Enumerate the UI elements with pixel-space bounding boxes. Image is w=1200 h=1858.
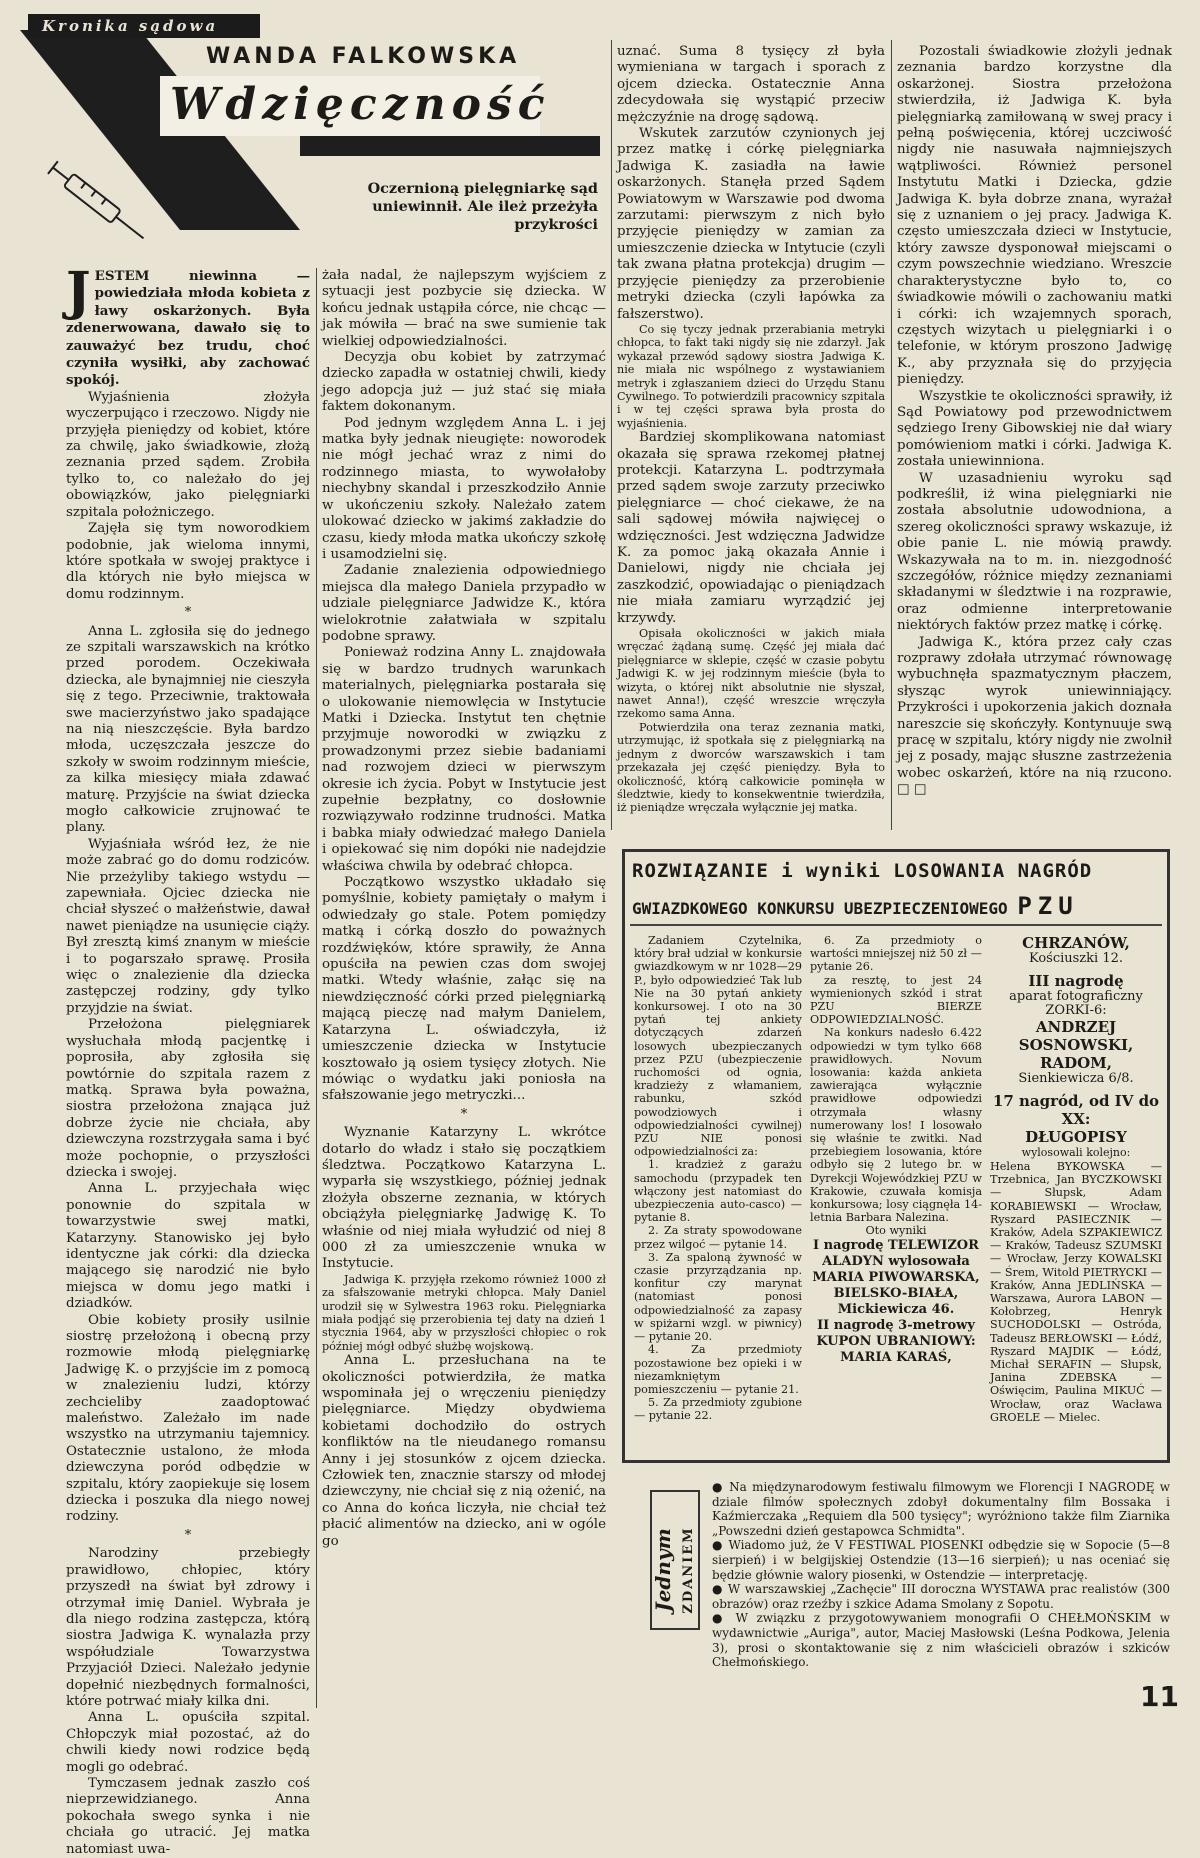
paragraph: Jadwiga K., która przez cały czas rozprawy zdołała utrzymać równowagę wybuchnęła spazmatycznym płaczem, słysząc wyrok uniewinniający. Przykrości i upokorzenia jakich doznała nareszcie się skończyły. Kontynuuje swą pracę w szpitalu, który nigdy nie zwolnił jej z posady, mając słuszne zastrzeżenia wobec oskarżeń, które na nią rzucono. □ □ (897, 634, 1172, 798)
syringe-icon (30, 148, 160, 262)
paragraph: Ponieważ rodzina Anny L. znajdowała się w bardzo trudnych warunkach materialnych, pielęgniarka postarała się o ulokowanie niemowlęcia w Instytucie Matki i Dziecka. Instytut ten chętnie przyjmuje noworodki w związku z prowadzonymi przez siebie badaniami nad rozwojem dzieci w pierwszym okresie ich życia. Pobyt w Instytucie jest zupełnie bezpłatny, co dosłownie rozwiązywało rodzinne trudności. Matka i babka miały odwiedzać małego Daniela i opiekować się nim dopóki nie nadejdzie właściwa chwila by odebrać chłopca. (322, 645, 606, 874)
paragraph: Obie kobiety prosiły usilnie siostrę przełożoną i obecną przy rozmowie młodą pielęgniarkę Jadwigę K. o przyjście im z pomocą w znalezieniu ludzi, którzy zechcieliby zaadoptować maleństwo. Zależało im nade wszystko na utrzymaniu tajemnicy. Ostatecznie ustalono, że młoda dziewczyna poród odbędzie w szpitalu, który zaopiekuje się losem dziecka i poszuka dla niego nowej rodziny. (66, 1312, 310, 1525)
news-item (712, 1611, 1170, 1669)
contest-column-2 (810, 934, 982, 1366)
section-separator: * (184, 605, 192, 621)
paragraph: Tymczasem jednak zaszło coś nieprzewidzianego. Anna pokochała swego synka i nie chciała go utracić. Jej matka natomiast uwa- (66, 1775, 310, 1857)
paragraph: Decyzja obu kobiet by zatrzymać dziecko zapadła w ostatniej chwili, kiedy jego adopcja już — już stać się miała faktem dokonanym. (322, 350, 606, 415)
article-column-4 (897, 44, 1172, 799)
paragraph-text: ESTEM niewinna — powiedziała młoda kobieta z ławy oskarżonych. Była zdenerwowana, dawało się to zauważyć bez trudu, choć czyniła wysiłki, aby zachować spokój. (66, 268, 310, 389)
news-item-text: W związku z przygotowywaniem monografii O CHEŁMOŃSKIM w wydawnictwie „Auriga", autor, Maciej Masłowski (Leśna Podkowa, Jelenia 3), prosi o skontaktowanie się z nim właścicieli obrazów i szkiców Chełmońskiego. (712, 1611, 1170, 1670)
paragraph: Anna L. zgłosiła się do jednego ze szpitali warszawskich na krótko przed porodem. Oczekiwała dziecka, ale bynajmniej nie cieszyła się z tego. Przeciwnie, traktowała swe macierzyństwo jako spadające na nią nieszczęście. Była bardzo młoda, uczęszczała jeszcze do szkoły w swoim rodzinnym mieście, za kilka miesięcy miała zdawać maturę. Przyjście na świat dziecka mogło całkowicie zrujnować te plany. (66, 623, 310, 836)
bullet-icon: ● (712, 1582, 728, 1597)
article-column-1 (66, 261, 310, 1858)
jz-title-line1: Jednym (651, 1528, 675, 1612)
jednym-zdaniem-box (650, 1490, 700, 1630)
paragraph: żała nadal, że najlepszym wyjściem z sytuacji jest pozbycie się dziecka. W końcu jednak ustąpiła córce, nie chcąc — jak mówiła — brać na swe sumienie tak wielkiej odpowiedzialności. (322, 268, 606, 349)
contest-title: ROZWIĄZANIE i wyniki LOSOWANIA NAGRÓD (632, 860, 1093, 882)
paragraph: Wyjaśniała wśród łez, że nie może zabrać go do domu rodziców. Nie przeżyliby takiego wstydu — zapewniała. Ojciec dziecka nie chciał słyszeć o małżeństwie, dawał nawet pieniądze na usunięcie ciąży. Był zresztą kimś znanym w mieście i to pogarszało sprawę. Prosiła więc o znalezienie dla dziecka zastępczej rodziny, gdy tylko przyjdzie na świat. (66, 836, 310, 1016)
paragraph: Bardziej skomplikowana natomiast okazała się sprawa rzekomej płatnej protekcji. Katarzyna L. podtrzymała przed sądem swoje zarzuty przeciwko pielęgniarce — choć ciekawe, że na sali sądowej mówiła najwięcej o wdzięczności. Jest wdzięczna Jadwidze K. za pomoc jaką okazała Annie i Danielowi, nigdy nie chciała jej zaszkodzić, opowiadając o pieniądzach nie miała zamiaru wyrządzić jej krzywdy. (617, 430, 885, 626)
article-title: Wdzięczność (160, 76, 540, 136)
contest-subtitle (632, 892, 1162, 920)
title-shadow (300, 136, 600, 156)
paragraph-small: Jadwiga K. przyjęła rzekomo również 1000 zł za sfałszowanie metryki chłopca. Mały Daniel urodził się w Sylwestra 1963 roku. Pielęgniarka miała podjąć się przerobienia tej daty na dzień 1 stycznia 1964, aby w przyszłości chłopiec o rok później mógł odbyć służbę wojskową. (322, 1272, 606, 1353)
news-item-text: Wiadomo już, że V FESTIWAL PIOSENKI odbędzie się w Sopocie (5—8 sierpień) i w belgijskiej Ostendzie (13—16 sierpień); u nas oceniać się będzie głównie walory piosenki, w Ostendzie — interpretację. (712, 1538, 1170, 1582)
contest-paragraph: 3. Za spaloną żywność w czasie przyrządzania np. konfitur czy marynat (natomiast ponosi odpowiedzialność za zapasy w spiżarni wzgl. w piwnicy) — pytanie 20. (634, 1250, 802, 1344)
paragraph: Wskutek zarzutów czynionych jej przez matkę i córkę pielęgniarka Jadwiga K. zasiadła na ławie oskarżonych. Stanęła przed Sądem Powiatowym w Warszawie pod dwoma zarzutami: pierwszym z nich było przyjęcie pieniędzy w zamian za umieszczenie dziecka w Intytucie (czyli tak zwana płatna protekcja) drugim — przyjęcie pieniędzy za przerobienie metryki dziecka (czyli łapówka za fałszerstwo). (617, 126, 885, 322)
paragraph-small: Opisała okoliczności w jakich miała wręczać żądaną sumę. Część jej miała dać pielęgniarce w sklepie, część w czasie pobytu Jadwigi K. w jej rodzinnym mieście (była to wizyta, o której nikt absolutnie nie słyszał, nawet Anna!), część wreszcie wręczyła rzekomo sama Anna. (617, 627, 885, 721)
contest-paragraph: Na konkurs nadesło 6.422 odpowiedzi w tym tylko 668 prawidłowych. Novum losowania: każda ankieta zawierająca wyłącznie prawidłowe odpowiedzi otrzymała własny numerowany los! I losowało się właśnie te zwitki. Nad przebiegiem losowania, które odbyło się 2 lutego br. w Dyrekcji Wojewódzkiej PZU w Krakowie, czuwała komisja konkursowa; losy ciągnęła 14-letnia Barbara Nalezina. (810, 1026, 982, 1225)
section-separator: * (184, 1527, 192, 1543)
contest-subtitle-text: GWIAZDKOWEGO KONKURSU UBEZPIECZENIOWEGO (632, 899, 1008, 918)
bullet-icon: ● (712, 1480, 730, 1494)
divider (630, 924, 1162, 926)
contest-paragraph: 5. Za przedmioty zgubione — pytanie 22. (634, 1396, 802, 1423)
paragraph (66, 261, 310, 390)
contest-paragraph: 2. Za straty spowodowane przez wilgoć — pytanie 14. (634, 1224, 802, 1251)
winner-city: CHRZANÓW, (1022, 934, 1130, 952)
prize-3-item: aparat fotograficzny ZORKI-6: (1009, 989, 1143, 1018)
paragraph: Zajęła się tym noworodkiem podobnie, jak wieloma innymi, które spotkała w swojej praktyce i dla których nie było miejsca w domu rodzinnym. (66, 521, 310, 602)
news-item (712, 1538, 1170, 1582)
column-rule (611, 40, 612, 830)
section-separator: * (460, 1106, 468, 1122)
paragraph: W uzasadnieniu wyroku sąd podkreślił, iż wina pielęgniarki nie została absolutnie udowodniona, a szereg okoliczności sprawy wskazuje, iż obie panie L. nie mówią prawdy. Wskazywała na to m. in. niezgodność szczegółów, różnice między zeznaniami składanymi w śledztwie i na rozprawie, oraz odmienne interpretowanie niektórych faktów przez matkę i córkę. (897, 470, 1172, 634)
contest-paragraph: 1. kradzież z garażu samochodu (przypadek ten włączony jest natomiast do ubezpieczenia auto-casco) — pytanie 8. (634, 1158, 802, 1225)
paragraph-small: Potwierdziła ona teraz zeznania matki, utrzymując, iż spotkała się z pielęgniarką na jednym z dworców warszawskich i tam przekazała jej część pieniędzy. Była to okoliczność, którą całkowicie pominęła w śledztwie, kiedy to konsekwentnie twierdziła, iż pieniądze wręczała wyłącznie jej matka. (617, 720, 885, 815)
bullet-icon: ● (712, 1611, 736, 1626)
column-rule (316, 268, 317, 1708)
paragraph-small: Co się tyczy jednak przerabiania metryki chłopca, to fakt taki nigdy się nie zdarzył. Jak wykazał przewód sądowy siostra Jadwiga K. nie miała nic wspólnego z wystawianiem metryk i zgłaszaniem dzieci do Urzędu Stanu Cywilnego. To potwierdzili pracownicy szpitala i w tej części sprawa była prosta do wyjaśnienia. (617, 322, 885, 430)
news-item-text: Na międzynarodowym festiwalu filmowym we Florencji I NAGRODĘ w dziale filmów społecznych zdobył dokumentalny film Bossaka i Kaźmierczaka „Requiem dla 500 tysięcy"; wyróżniono także film Ziarnika „Powszedni dzień gestapowca Schmidta". (712, 1480, 1170, 1538)
paragraph: uznać. Suma 8 tysięcy zł była wymieniana w targach i sporach z ojcem dziecka. Ostatecznie Anna zdecydowała się wystąpić przeciw mężczyźnie na drogę sądową. (617, 44, 885, 125)
prize-3-street: Sienkiewicza 6/8. (1018, 1071, 1134, 1086)
paragraph: Anna L. opuściła szpital. Chłopczyk miał pozostać, aż do chwili kiedy nowi rodzice będą mogli go odebrać. (66, 1710, 310, 1775)
column-rule (891, 40, 892, 830)
paragraph: Pozostali świadkowie złożyli jednak zeznania bardzo korzystne dla oskarżonej. Siostra przełożona stwierdziła, iż Jadwiga K. była pielęgniarką zamiłowaną w swej pracy i pełną poświęcenia, której uczciwość nigdy nie nasuwała najmniejszych wątpliwości. Również personel Instytutu Matki i Dziecka, gdzie Jadwiga K. była dobrze znana, wyrażał się z uznaniem o jej pracy. Jadwiga K. często umieszczała dzieci w Instytucie, który zawsze dysponował miejscami o czym powszechnie wiedziano. Wreszcie charakterystyczne było to, co świadkowie mówili o zachowaniu matki i córki: ich wzajemnych sporach, częstych wizytach u pielęgniarki i o telefonie, w którym proszono Jadwigę K., aby przyznała się do przyjęcia pieniędzy. (897, 44, 1172, 388)
jz-title-line2: ZDANIEM (681, 1526, 696, 1614)
contest-paragraph: Zadaniem Czytelnika, który brał udział w konkursie gwiazdkowym w nr 1028—29 P., było odpowiedzieć Tak lub Nie na 30 pytań ankiety konkursowej. I oto na 30 pytań tej ankiety dotyczących zdarzeń losowych ubezpieczanych przez PZU (ubezpieczenie ruchomości od ognia, kradzieży z włamaniem, rabunku, szkód powodziowych i odpowiedzialności cywilnej) PZU NIE ponosi odpowiedzialności za: (634, 934, 802, 1159)
pzu-logo: PZU (1017, 892, 1079, 920)
winners-intro: wylosowali kolejno: (1021, 1146, 1131, 1159)
paragraph: Anna L. przyjechała więc ponownie do szpitala w towarzystwie swej matki, Katarzyny. Stanowisko jej było identyczne jak córki: dla dziecka mającego się narodzić nie było miejsca w domu jego matki i dziadków. (66, 1181, 310, 1312)
contest-paragraph: Oto wyniki (865, 1224, 927, 1238)
article-lead: Oczernioną pielęgniarkę sąd uniewinnił. Ale ileż przeżyła przykrości (367, 180, 598, 233)
prize-1: I nagrodę TELEWIZOR ALADYN wylosowała MARIA PIWOWARSKA, BIELSKO-BIAŁA, Mickiewicza 46. (812, 1237, 980, 1317)
contest-column-3 (990, 934, 1162, 1424)
prize-17-label: 17 nagród, od IV do XX: (992, 1092, 1160, 1128)
news-item-text: W warszawskiej „Zachęcie" III doroczna WYSTAWA prac realistów (300 obrazów) oraz rzeźby i szkice Adama Smolany z Sopotu. (712, 1582, 1170, 1611)
paragraph: Anna L. przesłuchana na te okoliczności potwierdziła, że matka wspominała jej o wręczeniu pieniędzy pielęgniarce. Między obydwiema kobietami dochodziło do ostrych konfliktów na tle nieudanego romansu Anny i jej stosunków z ojcem dziecka. Człowiek ten, znacznie starszy od młodej dziewczyny, nie chciał się z nią ożenić, na co Anna do końca liczyła, nie chciał też płacić alimentów na dziecko, ani w ogóle go (322, 1353, 606, 1549)
prize-17-item: DŁUGOPISY (1025, 1128, 1127, 1146)
paragraph: Przełożona pielęgniarek wysłuchała młodą pacjentkę i poprosiła, aby zgłosiła się powtórnie do szpitala razem z matką. Sprawa była poważna, siostra przełożona znająca już dobrze życie nie chciała, aby dziewczyna rozstrzygała sama i być może pochopnie, o przyszłości dziecka i swojej. (66, 1017, 310, 1180)
prize-3-winner: ANDRZEJ SOSNOWSKI, RADOM, (1018, 1018, 1134, 1072)
bullet-icon: ● (712, 1538, 729, 1553)
news-item (712, 1480, 1170, 1538)
contest-paragraph: za resztę, to jest 24 wymienionych szkód i strat PZU BIERZE ODPOWIEDZIALNOŚĆ. (810, 973, 982, 1027)
paragraph: Początkowo wszystko układało się pomyślnie, kobiety pamiętały o małym i odwiedzały go stale. Potem pomiędzy matką i córką doszło do poważnych rozdźwięków, które sprawiły, że Anna opuściła na pewien czas dom swojej matki. Wtedy właśnie, załąc się na niewdzięczność córki przed pielęgniarką mającą pieczę nad małym Danielem, Katarzyna L. oświadczyła, iż umieszczenie dziecka w Instytucie kosztowało ją osiem tysięcy złotych. Nie mówiąc o wydatku jaki poniosła na sfałszowanie jego metryczki... (322, 875, 606, 1104)
contest-paragraph: 4. Za przedmioty pozostawione bez opieki i w niezamkniętym pomieszczeniu — pytanie 21. (634, 1343, 802, 1396)
article-column-2 (322, 268, 606, 1550)
prize-3-label: III nagrodę (1028, 972, 1124, 990)
author-name: WANDA FALKOWSKA (206, 44, 521, 69)
paragraph: Wyznanie Katarzyny L. wkrótce dotarło do władz i stało się początkiem śledztwa. Początkowo Katarzyna L. wyparła się wszystkiego, później jednak złożyła obszerne zeznania, w których obciążyła pielęgniarkę Jadwigę K. To właśnie od niej miała wyłudzić od niej 8 000 zł za umieszczenie wnuka w Instytucie. (322, 1125, 606, 1272)
paragraph: Wyjaśnienia złożyła wyczerpująco i rzeczowo. Nigdy nie przyjęła pieniędzy od kobiet, które za chwilę, jako świadkowie, złożą zeznania przed sądem. Zrobiła tylko to, co należało do jej obowiązków, jako pielęgniarki szpitala położniczego. (66, 389, 310, 520)
prize-2: II nagrodę 3-metrowy KUPON UBRANIOWY: MARIA KARAŚ, (816, 1317, 976, 1365)
contest-column-1 (634, 934, 802, 1423)
article-column-3 (617, 44, 885, 815)
page-number: 11 (1140, 1680, 1179, 1713)
jednym-zdaniem-title (652, 1502, 700, 1638)
winner-street: Kościuszki 12. (1028, 951, 1124, 966)
paragraph: Wszystkie te okoliczności sprawiły, iż Sąd Powiatowy pod przewodnictwem sędziego Ireny Gibowskiej nie dał wiary pomówieniom matki i córki. Jadwiga K. została uniewinniona. (897, 388, 1172, 470)
contest-paragraph: 6. Za przedmioty o wartości mniejszej niż 50 zł — pytanie 26. (810, 934, 982, 974)
paragraph: Zadanie znalezienia odpowiedniego miejsca dla małego Daniela przypadło w udziale pielęgniarce Jadwidze K., która wielokrotnie załatwiała w szpitalu podobne sprawy. (322, 563, 606, 644)
news-item (712, 1582, 1170, 1611)
winners-list: Helena BYKOWSKA — Trzebnica, Jan BYCZKOWSKI — Słupsk, Adam KORABIEWSKI — Wrocław, Ryszard PASIECZNIK — Kraków, Adela SZPAKIEWICZ — Kraków, Tadeusz SZUMSKI — Wrocław, Jerzy KOWALSKI — Śrem, Witold PIETRYCKI — Kraków, Anna JEDLIŃSKA — Warszawa, Aurora LABON — Kołobrzeg, Henryk SUCHODOLSKI — Ostróda, Tadeusz BERŁOWSKI — Łódź, Ryszard MAJDIK — Łódź, Michał SERAFIN — Słupsk, Janina ZDEBSKA — Oświęcim, Paulina MIKUĆ — Wrocław, oraz Wacława GROELE — Mielec. (990, 1160, 1162, 1424)
paragraph: Narodziny przebiegły prawidłowo, chłopiec, który przyszedł na świat był zdrowy i otrzymał imię Daniel. Wybrała je dla niego rodzina zastępcza, którą siostra Jadwiga K. wynalazła przy współudziale Towarzystwa Przyjaciół Dzieci. Należało jedynie dopełnić niezbędnych formalności, które potrwać miały kilka dni. (66, 1546, 310, 1709)
drop-cap: J (66, 261, 91, 322)
paragraph: Pod jednym względem Anna L. i jej matka były jednak nieugięte: noworodek nie mógł jechać wraz z nimi do rodzinnego miasta, to wywołałoby niechybny skandal i przeszkodziło Annie w ukończeniu szkoły. Należało zatem ulokować dziecko w jakimś zakładzie do czasu, kiedy młoda matka ukończy szkołę i usamodzielni się. (322, 415, 606, 562)
section-label: Kronika sądowa (28, 14, 260, 38)
jednym-zdaniem-list (712, 1480, 1170, 1670)
